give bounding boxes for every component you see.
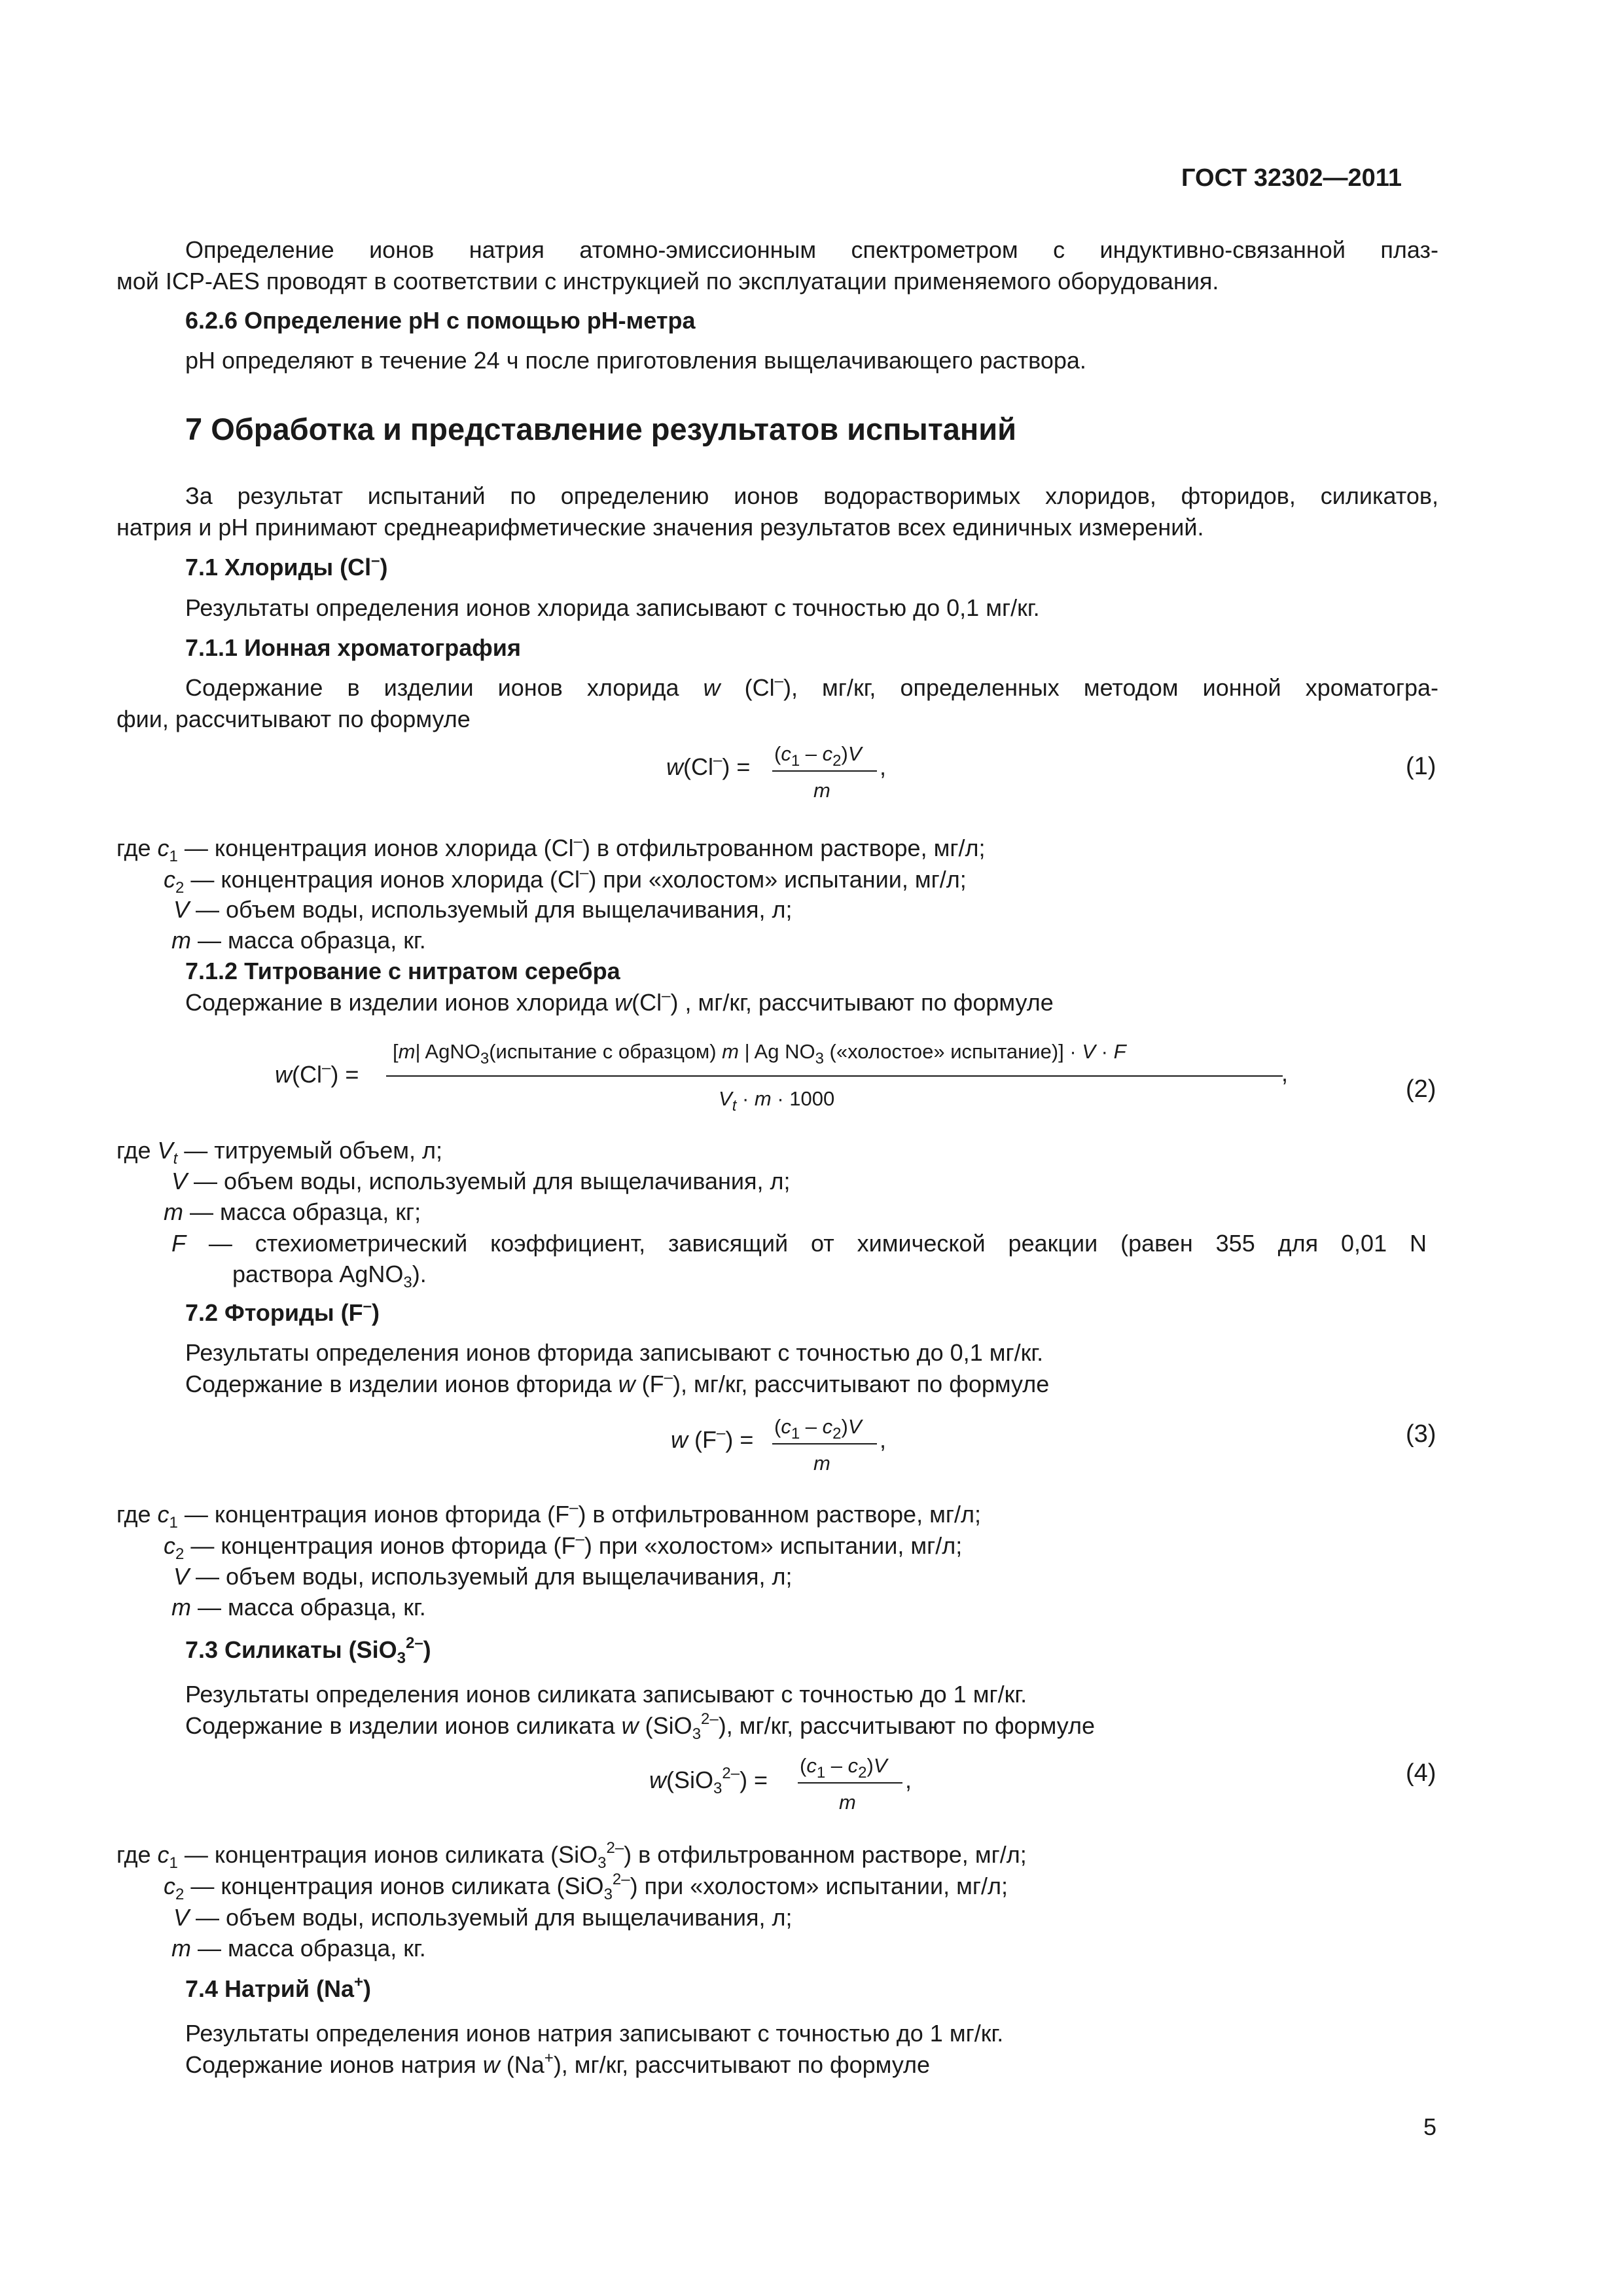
where-3-c2: $c_2$ — концентрация ионов фторида (F–) при «холостом» испытании, мг/л; <box>164 1530 963 1563</box>
section-712-text: Содержание в изделии ионов хлорида w(Cl–) , мг/кг, рассчитывают по формуле <box>185 987 1054 1016</box>
formula-3-numerator: $(c_1 - c_2)V$ <box>774 1415 862 1443</box>
section-7-line2: натрия и pH принимают среднеарифметические значения результатов всех единичных измерений. <box>116 514 1204 541</box>
where-1-c2: $c_2$ — концентрация ионов хлорида (Cl–) при «холостом» испытании, мг/л; <box>164 864 967 897</box>
where-3-v: V — объем воды, используемый для выщелачивания, л; <box>173 1563 793 1590</box>
formula-4-comma: , <box>905 1767 912 1793</box>
section-626-heading: 6.2.6 Определение pH с помощью pH-метра <box>185 307 696 334</box>
where-2-f-cont: раствора AgNO$_3$). <box>232 1261 427 1291</box>
equation-number-3: (3) <box>1406 1420 1436 1448</box>
where-1-m: m — масса образца, кг. <box>171 927 426 954</box>
section-7-line1: За результат испытаний по определению ионов водорастворимых хлоридов, фторидов, силикатов, <box>185 482 1438 509</box>
where-2-v: V — объем воды, используемый для выщелачивания, л; <box>171 1168 791 1194</box>
formula-4-numerator: $(c_1 - c_2)V$ <box>800 1754 887 1782</box>
equation-number-1: (1) <box>1406 753 1436 780</box>
section-74-line1: Результаты определения ионов натрия записывают с точностью до 1 мг/кг. <box>185 2020 1004 2047</box>
paragraph-icp-line1: Определение ионов натрия атомно-эмиссионным спектрометром с индуктивно-связанной плаз- <box>185 236 1438 263</box>
section-626-text: pH определяют в течение 24 ч после приготовления выщелачивающего раствора. <box>185 347 1086 374</box>
where-2-m: m — масса образца, кг; <box>164 1198 421 1225</box>
formula-3-denominator: m <box>813 1452 830 1475</box>
formula-4-fraction-bar <box>798 1782 902 1784</box>
where-3-m: m — масса образца, кг. <box>171 1594 426 1621</box>
formula-4-denominator: m <box>839 1791 856 1814</box>
section-71-heading: 7.1 Хлориды (Cl–) <box>185 552 388 581</box>
section-73-heading: 7.3 Силикаты (SiO$_3^{2-}$) <box>185 1634 431 1667</box>
formula-4-lhs: w(SiO$_3^{2-}$) = <box>649 1765 768 1797</box>
where-1-c1: где $c_1$ — концентрация ионов хлорида (Cl–) в отфильтрованном растворе, мг/л; <box>116 833 986 865</box>
standard-number: ГОСТ 32302—2011 <box>1181 164 1402 192</box>
section-72-line1: Результаты определения ионов фторида записывают с точностью до 0,1 мг/кг. <box>185 1339 1044 1366</box>
page-number: 5 <box>1423 2113 1437 2140</box>
section-72-heading: 7.2 Фториды (F–) <box>185 1297 380 1326</box>
section-712-heading: 7.1.2 Титрование с нитратом серебра <box>185 958 620 984</box>
where-3-c1: где $c_1$ — концентрация ионов фторида (F–) в отфильтрованном растворе, мг/л; <box>116 1499 981 1532</box>
section-711-line2: фии, рассчитывают по формуле <box>116 706 471 732</box>
formula-3-lhs: w (F–) = <box>671 1424 754 1453</box>
paragraph-icp-line2: мой ICP-AES проводят в соответствии с инструкцией по эксплуатации применяемого оборудования. <box>116 268 1219 295</box>
where-4-c2: $c_2$ — концентрация ионов силиката (SiO$_3^{2-}$) при «холостом» испытании, мг/л; <box>164 1871 1008 1903</box>
formula-2-denominator: $V_t \cdot m \cdot 1000$ <box>719 1087 835 1115</box>
section-7-heading: 7 Обработка и представление результатов испытаний <box>185 412 1017 446</box>
section-73-line1: Результаты определения ионов силиката записывают с точностью до 1 мг/кг. <box>185 1681 1027 1708</box>
formula-2-lhs: w(Cl–) = <box>275 1059 359 1088</box>
formula-3-comma: , <box>880 1426 887 1453</box>
section-71-text: Результаты определения ионов хлорида записывают с точностью до 0,1 мг/кг. <box>185 594 1040 621</box>
section-73-line2: Содержание в изделии ионов силиката w (SiO$_3^{2-}$), мг/кг, рассчитывают по формуле <box>185 1710 1095 1743</box>
section-711-heading: 7.1.1 Ионная хроматография <box>185 634 521 661</box>
formula-1-lhs: w(Cl–) = <box>666 751 751 780</box>
section-711-line1: Содержание в изделии ионов хлорида w (Cl–), мг/кг, определенных методом ионной хроматогра- <box>185 672 1438 701</box>
formula-1-denominator: m <box>813 779 830 802</box>
formula-1-fraction-bar <box>772 770 877 772</box>
where-4-c1: где $c_1$ — концентрация ионов силиката (SiO$_3^{2-}$) в отфильтрованном растворе, мг/л; <box>116 1839 1027 1872</box>
where-2-vt: где $V_t$ — титруемый объем, л; <box>116 1137 443 1168</box>
formula-2-comma: , <box>1281 1060 1289 1086</box>
section-74-heading: 7.4 Натрий (Na+) <box>185 1973 371 2002</box>
equation-number-2: (2) <box>1406 1075 1436 1103</box>
formula-1-comma: , <box>880 753 887 780</box>
where-4-m: m — масса образца, кг. <box>171 1935 426 1962</box>
formula-2-numerator: [m| AgNO$_3$(испытание с образцом) m | Ag $NO_3$ («холостое» испытание)] · V · F <box>393 1040 1126 1067</box>
where-2-f: F — стехиометрический коэффициент, зависящий от химической реакции (равен 355 для 0,01 N <box>171 1230 1427 1257</box>
formula-2-fraction-bar <box>386 1075 1283 1077</box>
formula-3-fraction-bar <box>772 1443 877 1444</box>
formula-1-numerator: $(c_1 - c_2)V$ <box>774 742 862 770</box>
section-72-line2: Содержание в изделии ионов фторида w (F–), мг/кг, рассчитывают по формуле <box>185 1369 1050 1397</box>
where-4-v: V — объем воды, используемый для выщелачивания, л; <box>173 1904 793 1931</box>
equation-number-4: (4) <box>1406 1759 1436 1787</box>
section-74-line2: Содержание ионов натрия w (Na+), мг/кг, рассчитывают по формуле <box>185 2049 931 2078</box>
where-1-v: V — объем воды, используемый для выщелачивания, л; <box>173 896 793 923</box>
